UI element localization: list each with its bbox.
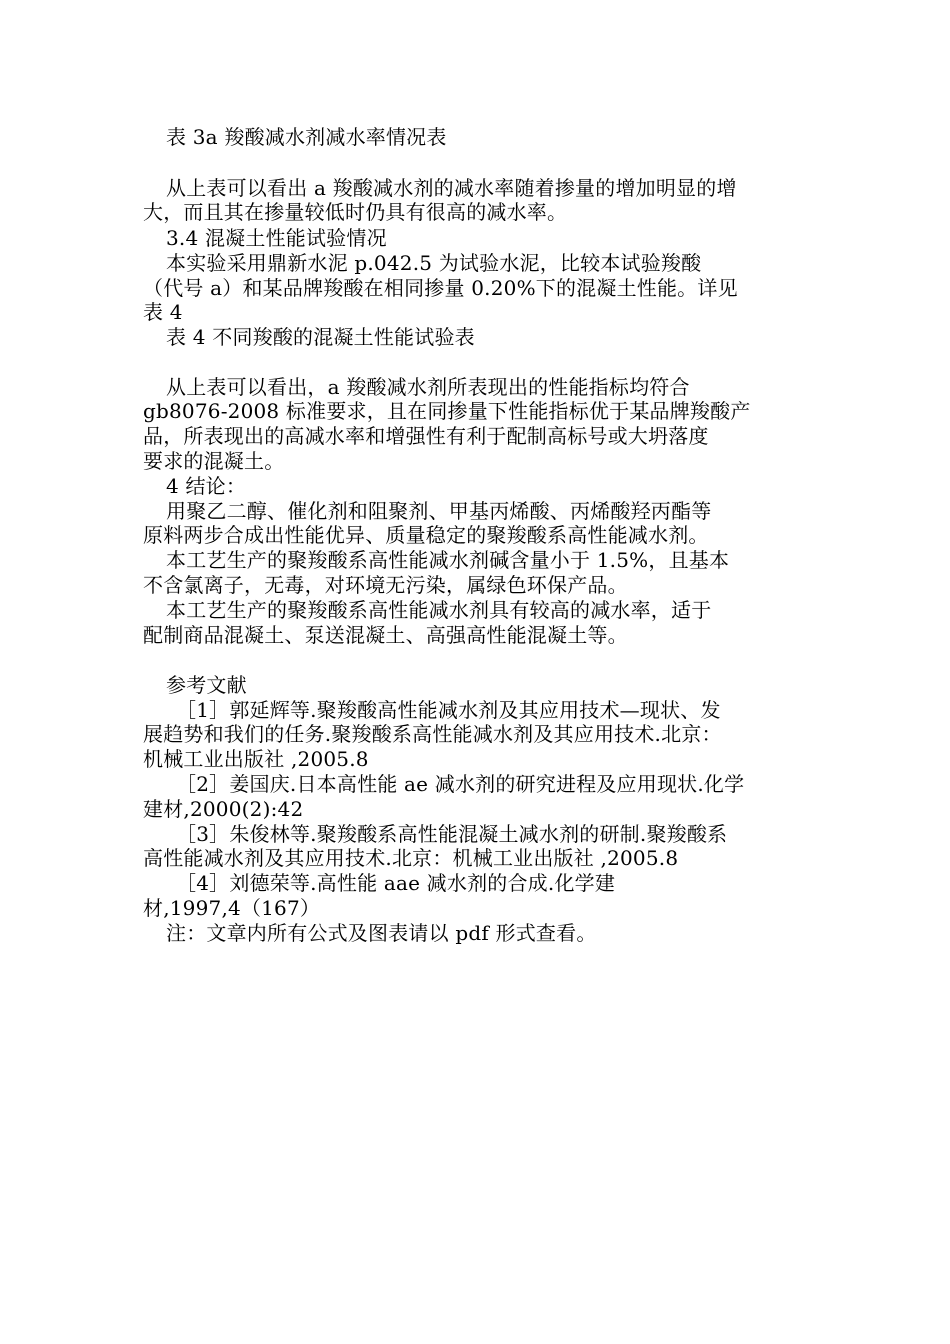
- paragraph-line: 不含氯离子，无毒，对环境无污染，属绿色环保产品。: [143, 573, 628, 597]
- reference-item: 建材,2000(2):42: [143, 797, 304, 821]
- paragraph-line: 配制商品混凝土、泵送混凝土、高强高性能混凝土等。: [143, 623, 628, 647]
- paragraph-line: 从上表可以看出，a 羧酸减水剂所表现出的性能指标均符合: [166, 375, 690, 399]
- reference-item: 高性能减水剂及其应用技术.北京：机械工业出版社 ,2005.8: [143, 846, 679, 870]
- references-heading: 参考文献: [166, 673, 247, 697]
- reference-item: ［1］郭延辉等.聚羧酸高性能减水剂及其应用技术—现状、发: [176, 698, 721, 722]
- paragraph-line: 本工艺生产的聚羧酸系高性能减水剂具有较高的减水率，适于: [166, 598, 712, 622]
- reference-item: ［4］刘德荣等.高性能 aae 减水剂的合成.化学建: [176, 871, 616, 895]
- table-4-caption: 表 4 不同羧酸的混凝土性能试验表: [166, 325, 475, 349]
- paragraph-line: 从上表可以看出 a 羧酸减水剂的减水率随着掺量的增加明显的增: [166, 176, 737, 200]
- reference-item: ［2］姜国庆.日本高性能 ae 减水剂的研究进程及应用现状.化学: [176, 772, 745, 796]
- paragraph-line: 表 4: [143, 300, 183, 324]
- paragraph-line: 用聚乙二醇、催化剂和阻聚剂、甲基丙烯酸、丙烯酸羟丙酯等: [166, 499, 712, 523]
- paragraph-line: gb8076-2008 标准要求，且在同掺量下性能指标优于某品牌羧酸产: [143, 399, 751, 423]
- paragraph-line: 要求的混凝土。: [143, 449, 285, 473]
- reference-item: ［3］朱俊林等.聚羧酸系高性能混凝土减水剂的研制.聚羧酸系: [176, 822, 728, 846]
- reference-item: 材,1997,4（167）: [143, 896, 321, 920]
- paragraph-line: （代号 a）和某品牌羧酸在相同掺量 0.20%下的混凝土性能。详见: [143, 276, 738, 300]
- table-3a-caption: 表 3a 羧酸减水剂减水率情况表: [166, 125, 447, 149]
- reference-item: 展趋势和我们的任务.聚羧酸系高性能减水剂及其应用技术.北京：: [143, 722, 722, 746]
- reference-item: 机械工业出版社 ,2005.8: [143, 747, 369, 771]
- paragraph-line: 大，而且其在掺量较低时仍具有很高的减水率。: [143, 200, 568, 224]
- section-heading: 3.4 混凝土性能试验情况: [166, 226, 387, 250]
- paragraph-line: 本实验采用鼎新水泥 p.042.5 为试验水泥，比较本试验羧酸: [166, 251, 702, 275]
- paragraph-line: 原料两步合成出性能优异、质量稳定的聚羧酸系高性能减水剂。: [143, 523, 709, 547]
- paragraph-line: 品，所表现出的高减水率和增强性有利于配制高标号或大坍落度: [143, 424, 709, 448]
- paragraph-line: 本工艺生产的聚羧酸系高性能减水剂碱含量小于 1.5%，且基本: [166, 548, 730, 572]
- note-line: 注：文章内所有公式及图表请以 pdf 形式查看。: [166, 921, 597, 945]
- section-heading: 4 结论：: [166, 474, 247, 498]
